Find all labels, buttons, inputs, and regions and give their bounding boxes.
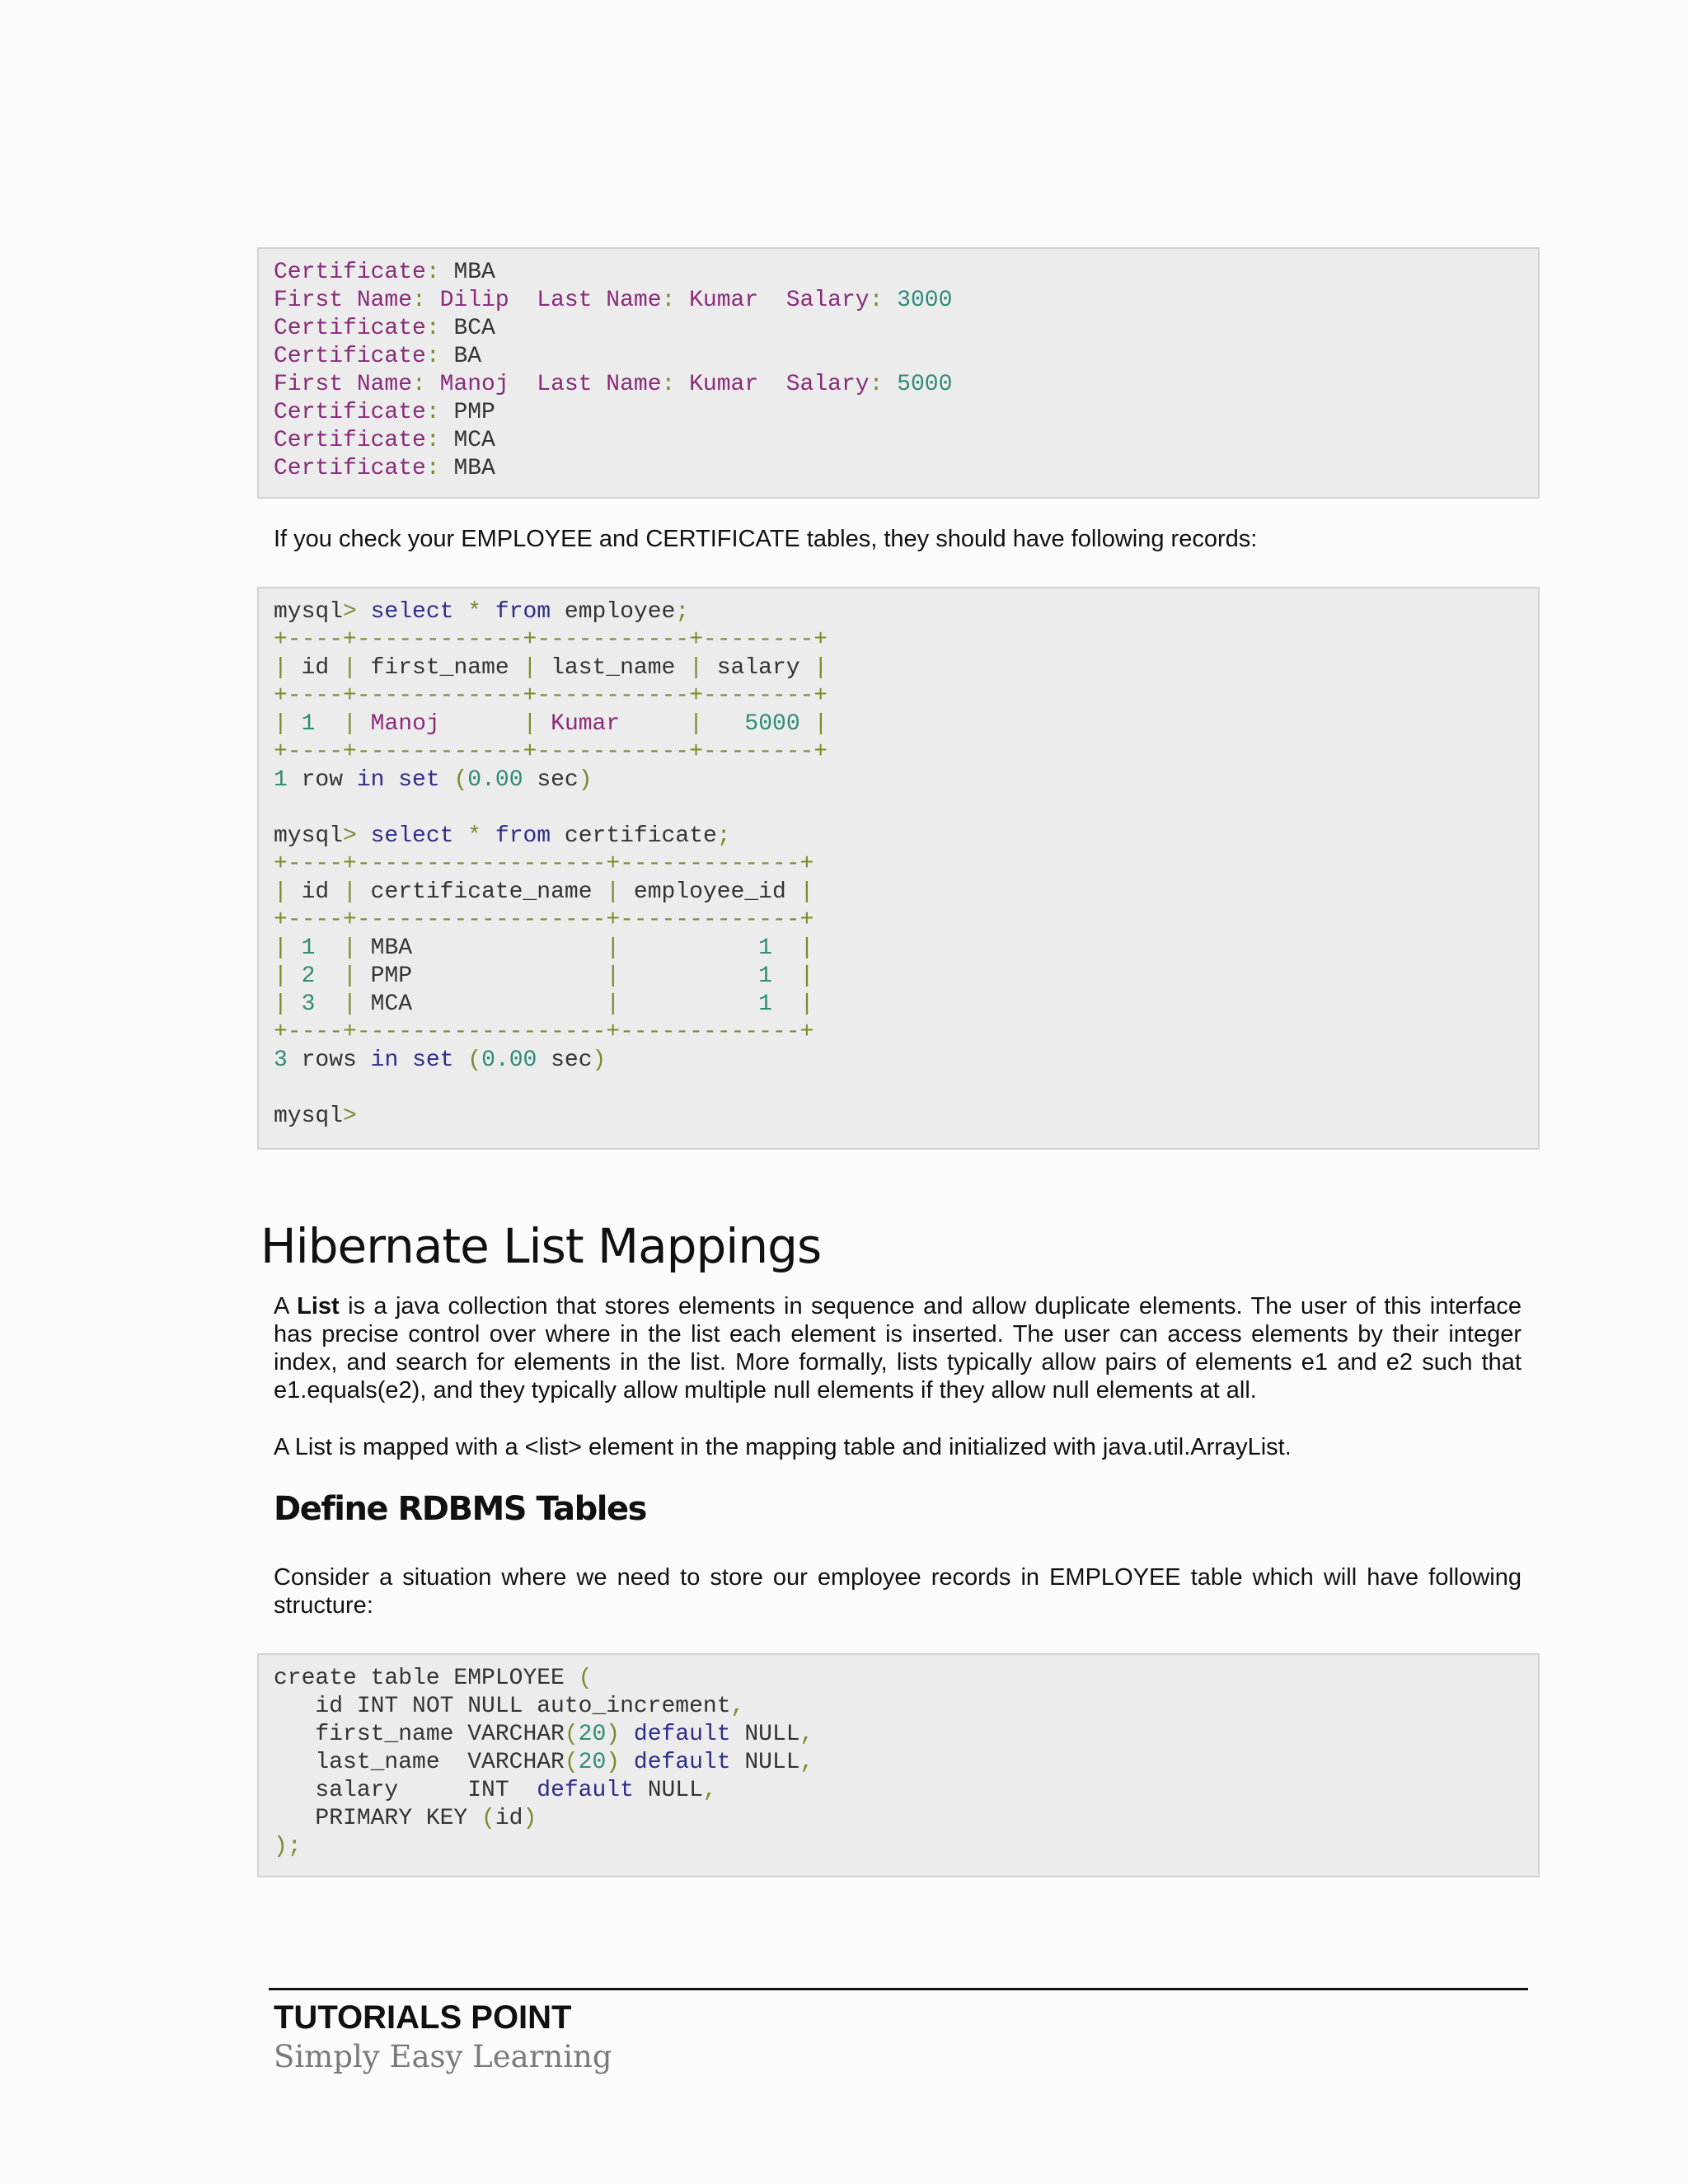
code-token: 2 xyxy=(301,963,316,989)
code-token: in xyxy=(370,1047,399,1073)
code-token: First Name xyxy=(274,372,413,397)
code-token: Manoj xyxy=(439,372,509,397)
code-token xyxy=(440,767,454,793)
code-line xyxy=(274,1806,537,1831)
code-token xyxy=(620,711,689,737)
code-line xyxy=(274,1722,814,1747)
code-token: from xyxy=(495,599,551,625)
code-token xyxy=(315,963,343,989)
code-token: > xyxy=(343,599,371,625)
code-token: Salary xyxy=(785,288,870,313)
code-token: BCA xyxy=(453,316,495,341)
code-token: > xyxy=(343,1104,357,1129)
code-token: Last Name xyxy=(537,372,662,397)
code-token: PRIMARY KEY xyxy=(274,1806,482,1831)
code-token xyxy=(440,711,523,737)
code-token: : xyxy=(425,456,454,481)
code-token: 1 xyxy=(758,963,772,989)
code-token: | xyxy=(343,655,357,681)
code-token: ; xyxy=(675,599,690,625)
code-token: | xyxy=(343,711,357,737)
code-token xyxy=(453,599,467,625)
code-token xyxy=(620,1722,634,1747)
code-token: id xyxy=(495,1806,523,1831)
code-token: 1 xyxy=(758,991,772,1017)
code-token: ) xyxy=(578,767,593,793)
code-token xyxy=(772,991,800,1017)
list-def-rest: is a java collection that stores elements in sequence and allow duplicate elements. The user of this interface has precise control over where in the list each element is inserted. The user can access elements by their integer index, and search for elements in the list. More formally, lists typically allow pairs of elements e1 and e2 such that e1.equals(e2), and they typically allow multiple null elements if they allow null elements at all. xyxy=(274,1293,1522,1404)
code-token: 3 xyxy=(274,1047,288,1073)
code-line xyxy=(274,316,495,341)
code-token: 5000 xyxy=(744,711,800,737)
code-token xyxy=(620,991,758,1017)
code-token: set xyxy=(412,1047,454,1073)
code-token: | xyxy=(799,935,814,961)
list-def-bold: List xyxy=(297,1293,340,1319)
paragraph-list-definition xyxy=(274,1292,1522,1404)
code-token: sec xyxy=(523,767,579,793)
code-token: , xyxy=(730,1694,745,1719)
code-token: : xyxy=(412,288,440,313)
list-def-prefix: A xyxy=(274,1293,298,1319)
code-token: last_name xyxy=(537,655,690,681)
code-token: select xyxy=(370,823,454,849)
code-token: ) xyxy=(606,1750,621,1775)
code-token: 3000 xyxy=(897,288,953,313)
code-token: Dilip xyxy=(439,288,509,313)
code-token: ( xyxy=(481,1806,495,1831)
code-line xyxy=(274,599,689,625)
code-token: : xyxy=(425,400,454,425)
code-token: 20 xyxy=(578,1722,607,1747)
code-token: mysql xyxy=(274,599,344,625)
code-token: first_name VARCHAR xyxy=(274,1722,565,1747)
code-token xyxy=(620,963,758,989)
code-token: ) xyxy=(274,1834,288,1859)
code-token: Kumar xyxy=(551,711,621,737)
footer-tagline: Simply Easy Learning xyxy=(274,2039,612,2074)
code-token: +----+------------------+-------------+ xyxy=(274,851,814,877)
code-token xyxy=(288,991,302,1017)
code-block-mysql xyxy=(257,587,1540,1150)
code-token: MBA xyxy=(453,456,495,481)
code-line xyxy=(274,935,814,961)
code-token: Certificate xyxy=(274,344,426,369)
code-token xyxy=(453,1047,467,1073)
code-token: : xyxy=(425,344,454,369)
code-token: +----+------------+-----------+--------+ xyxy=(274,627,828,653)
code-token: 1 xyxy=(274,767,288,793)
code-token: , xyxy=(799,1750,814,1775)
code-token: | xyxy=(523,711,537,737)
code-token: 0.00 xyxy=(467,767,523,793)
code-line xyxy=(274,456,495,481)
code-token xyxy=(288,935,302,961)
code-token: ; xyxy=(287,1834,302,1859)
code-token: employee xyxy=(551,599,676,625)
code-token xyxy=(703,711,744,737)
paragraph-consider: Consider a situation where we need to store our employee records in EMPLOYEE table which will have following structure: xyxy=(274,1564,1522,1619)
code-token: set xyxy=(398,767,440,793)
code-token: default xyxy=(633,1750,731,1775)
code-token: | xyxy=(814,655,828,681)
code-token: * xyxy=(467,599,482,625)
code-token xyxy=(315,991,343,1017)
code-token: NULL xyxy=(730,1722,800,1747)
code-token: Certificate xyxy=(274,456,426,481)
code-line xyxy=(274,1750,814,1775)
code-line xyxy=(274,1019,814,1045)
code-token: | xyxy=(606,963,621,989)
code-line xyxy=(274,991,814,1017)
code-line xyxy=(274,879,814,905)
code-line xyxy=(274,963,814,989)
code-token: | xyxy=(814,711,828,737)
code-line xyxy=(274,907,814,933)
code-token xyxy=(288,963,302,989)
code-token xyxy=(315,935,343,961)
code-line xyxy=(274,288,952,313)
code-token: default xyxy=(537,1778,634,1803)
code-token: Manoj xyxy=(370,711,440,737)
code-token: * xyxy=(467,823,482,849)
code-token: create table EMPLOYEE xyxy=(274,1666,579,1691)
code-token: : xyxy=(869,288,898,313)
code-token: Salary xyxy=(785,372,870,397)
code-token: | xyxy=(343,935,357,961)
code-token: : xyxy=(425,316,454,341)
code-block-1-content xyxy=(274,259,1538,483)
code-line xyxy=(274,767,593,793)
code-token xyxy=(800,711,814,737)
code-token xyxy=(758,372,786,397)
code-token: > xyxy=(343,823,371,849)
code-token: | xyxy=(606,991,621,1017)
code-token xyxy=(620,935,758,961)
code-token: | xyxy=(274,655,288,681)
code-token: | xyxy=(523,655,537,681)
code-token: ) xyxy=(606,1722,621,1747)
code-line xyxy=(274,655,828,681)
code-token: salary xyxy=(702,655,814,681)
code-token: MBA xyxy=(356,935,607,961)
code-token: mysql xyxy=(274,1104,344,1129)
code-token: id xyxy=(287,879,344,905)
code-token xyxy=(537,711,551,737)
code-token: ( xyxy=(453,767,468,793)
code-token: id INT NOT NULL auto_increment xyxy=(274,1694,731,1719)
code-block-3-content xyxy=(274,1665,1538,1861)
code-token: , xyxy=(799,1722,814,1747)
code-token: from xyxy=(495,823,551,849)
code-token: default xyxy=(633,1722,731,1747)
code-token: : xyxy=(425,260,454,285)
code-token: Last Name xyxy=(537,288,662,313)
paragraph-list-mapped: A List is mapped with a <list> element in the mapping table and initialized with java.util.ArrayList. xyxy=(274,1434,1292,1460)
code-token: | xyxy=(799,963,814,989)
code-token: id xyxy=(287,655,344,681)
code-token xyxy=(453,823,467,849)
code-line xyxy=(274,344,481,369)
footer-divider xyxy=(269,1988,1528,1990)
code-token: employee_id xyxy=(620,879,800,905)
code-token: row xyxy=(287,767,357,793)
code-token: | xyxy=(799,879,814,905)
code-token: +----+------------+-----------+--------+ xyxy=(274,739,828,765)
code-token: | xyxy=(689,655,703,681)
code-token: 5000 xyxy=(897,372,953,397)
code-line xyxy=(274,627,828,653)
code-token xyxy=(620,1750,634,1775)
code-token: | xyxy=(343,963,357,989)
code-token: ) xyxy=(592,1047,607,1073)
code-token xyxy=(481,823,495,849)
code-token: | xyxy=(274,711,288,737)
code-token: ; xyxy=(716,823,731,849)
code-token: | xyxy=(343,991,357,1017)
code-token: ( xyxy=(578,1666,593,1691)
code-token: ( xyxy=(564,1750,579,1775)
code-token xyxy=(509,372,537,397)
code-token: : xyxy=(661,372,690,397)
code-line xyxy=(274,428,495,453)
code-token: | xyxy=(689,711,703,737)
code-token: certificate_name xyxy=(356,879,607,905)
code-token: , xyxy=(702,1778,717,1803)
code-token: first_name xyxy=(356,655,523,681)
code-block-output xyxy=(257,247,1540,499)
code-token: 1 xyxy=(301,935,316,961)
code-token: 20 xyxy=(578,1750,607,1775)
code-line xyxy=(274,739,828,765)
code-token xyxy=(758,288,786,313)
heading-define-rdbms-tables: Define RDBMS Tables xyxy=(274,1490,646,1528)
code-token: mysql xyxy=(274,823,344,849)
code-token: select xyxy=(370,599,454,625)
code-line xyxy=(274,711,828,737)
code-line xyxy=(274,683,828,709)
code-token: PMP xyxy=(453,400,495,425)
code-token xyxy=(384,767,398,793)
code-token: PMP xyxy=(356,963,607,989)
code-token: +----+------------+-----------+--------+ xyxy=(274,683,828,709)
code-line xyxy=(274,260,495,285)
code-token: : xyxy=(869,372,898,397)
code-token: | xyxy=(274,963,288,989)
code-token: last_name VARCHAR xyxy=(274,1750,565,1775)
code-token: Certificate xyxy=(274,260,426,285)
code-token: MCA xyxy=(356,991,607,1017)
code-block-create-table xyxy=(257,1653,1540,1877)
code-token xyxy=(315,711,343,737)
code-token: | xyxy=(274,879,288,905)
code-token: in xyxy=(356,767,385,793)
code-token: 1 xyxy=(301,711,316,737)
code-token: NULL xyxy=(730,1750,800,1775)
paragraph-records-intro: If you check your EMPLOYEE and CERTIFICATE tables, they should have following records: xyxy=(274,526,1258,552)
code-token: 0.00 xyxy=(481,1047,537,1073)
code-token xyxy=(357,711,371,737)
code-token xyxy=(772,963,800,989)
code-token: MBA xyxy=(453,260,495,285)
code-token: ) xyxy=(523,1806,537,1831)
footer-brand: TUTORIALS POINT xyxy=(274,1999,572,2036)
code-token: salary INT xyxy=(274,1778,537,1803)
code-token: NULL xyxy=(633,1778,703,1803)
code-token xyxy=(772,935,800,961)
code-line xyxy=(274,851,814,877)
code-token: sec xyxy=(537,1047,593,1073)
code-token: +----+------------------+-------------+ xyxy=(274,1019,814,1045)
code-token: | xyxy=(799,991,814,1017)
code-token: : xyxy=(425,428,454,453)
code-token: Certificate xyxy=(274,400,426,425)
code-token: ( xyxy=(564,1722,579,1747)
code-token: Certificate xyxy=(274,428,426,453)
code-line xyxy=(274,1047,606,1073)
code-token: Kumar xyxy=(689,288,759,313)
code-token: | xyxy=(274,935,288,961)
code-token: | xyxy=(606,879,621,905)
code-token: Certificate xyxy=(274,316,426,341)
code-token: rows xyxy=(287,1047,371,1073)
code-line xyxy=(274,1694,744,1719)
code-token: | xyxy=(343,879,357,905)
code-token: BA xyxy=(453,344,482,369)
code-block-2-content xyxy=(274,598,1538,1131)
code-token: MCA xyxy=(453,428,495,453)
code-token xyxy=(509,288,537,313)
code-token xyxy=(398,1047,412,1073)
heading-hibernate-list-mappings: Hibernate List Mappings xyxy=(260,1218,822,1274)
code-token: 3 xyxy=(301,991,316,1017)
code-token: ( xyxy=(467,1047,482,1073)
code-token: certificate xyxy=(551,823,717,849)
code-line xyxy=(274,1834,302,1859)
code-token: | xyxy=(274,991,288,1017)
code-line xyxy=(274,1666,592,1691)
code-line xyxy=(274,400,495,425)
code-token: : xyxy=(661,288,690,313)
code-line xyxy=(274,372,952,397)
code-token: | xyxy=(606,935,621,961)
code-token: First Name xyxy=(274,288,413,313)
code-token: 1 xyxy=(758,935,772,961)
code-token: : xyxy=(412,372,440,397)
code-line xyxy=(274,1778,717,1803)
code-token xyxy=(481,599,495,625)
code-line xyxy=(274,823,731,849)
code-line xyxy=(274,1104,357,1129)
code-token: Kumar xyxy=(689,372,759,397)
code-token: +----+------------------+-------------+ xyxy=(274,907,814,933)
code-token xyxy=(288,711,302,737)
